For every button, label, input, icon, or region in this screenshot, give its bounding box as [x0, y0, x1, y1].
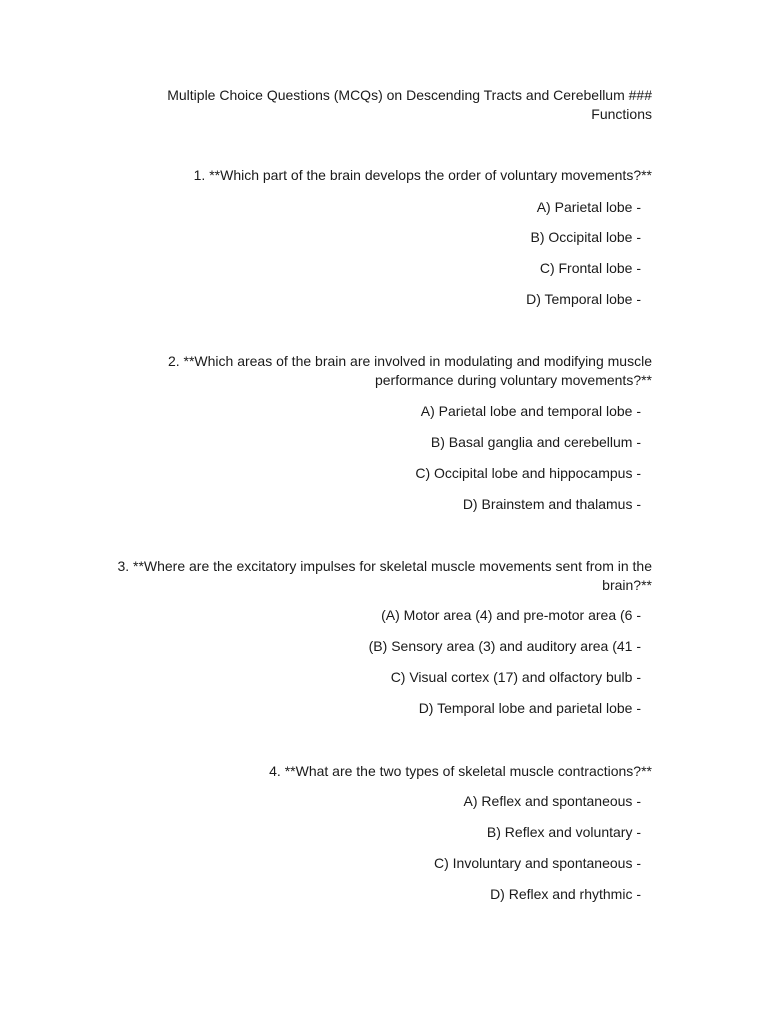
question-4-option-b: B) Reflex and voluntary - [486, 824, 641, 840]
question-3-option-a: (A) Motor area (4) and pre-motor area (6 - [381, 607, 641, 623]
question-1-option-a: A) Parietal lobe - [536, 199, 641, 215]
question-4: 4. **What are the two types of skeletal muscle contractions?** [269, 763, 652, 779]
question-3-option-b: (B) Sensory area (3) and auditory area (41 - [368, 638, 641, 654]
question-1-option-d: D) Temporal lobe - [526, 291, 641, 307]
question-2-option-d: D) Brainstem and thalamus - [462, 496, 641, 512]
document-title: Multiple Choice Questions (MCQs) on Descending Tracts and Cerebellum ### Functions [167, 87, 652, 122]
question-3-option-d: D) Temporal lobe and parietal lobe - [418, 700, 641, 716]
question-3: 3. **Where are the excitatory impulses for skeletal muscle movements sent from in the brain?** [117, 558, 652, 593]
question-1: 1. **Which part of the brain develops the order of voluntary movements?** [193, 167, 652, 183]
question-3-option-c: C) Visual cortex (17) and olfactory bulb - [390, 669, 641, 685]
question-2: 2. **Which areas of the brain are involved in modulating and modifying muscle performance during voluntary movements?** [167, 353, 652, 388]
question-4-option-c: C) Involuntary and spontaneous - [433, 855, 641, 871]
question-2-option-c: C) Occipital lobe and hippocampus - [415, 465, 641, 481]
question-4-option-a: A) Reflex and spontaneous - [463, 793, 641, 809]
question-1-option-c: C) Frontal lobe - [539, 260, 641, 276]
question-2-option-a: A) Parietal lobe and temporal lobe - [420, 403, 641, 419]
question-2-option-b: B) Basal ganglia and cerebellum - [430, 434, 641, 450]
question-4-option-d: D) Reflex and rhythmic - [490, 886, 641, 902]
question-1-option-b: B) Occipital lobe - [530, 229, 641, 245]
